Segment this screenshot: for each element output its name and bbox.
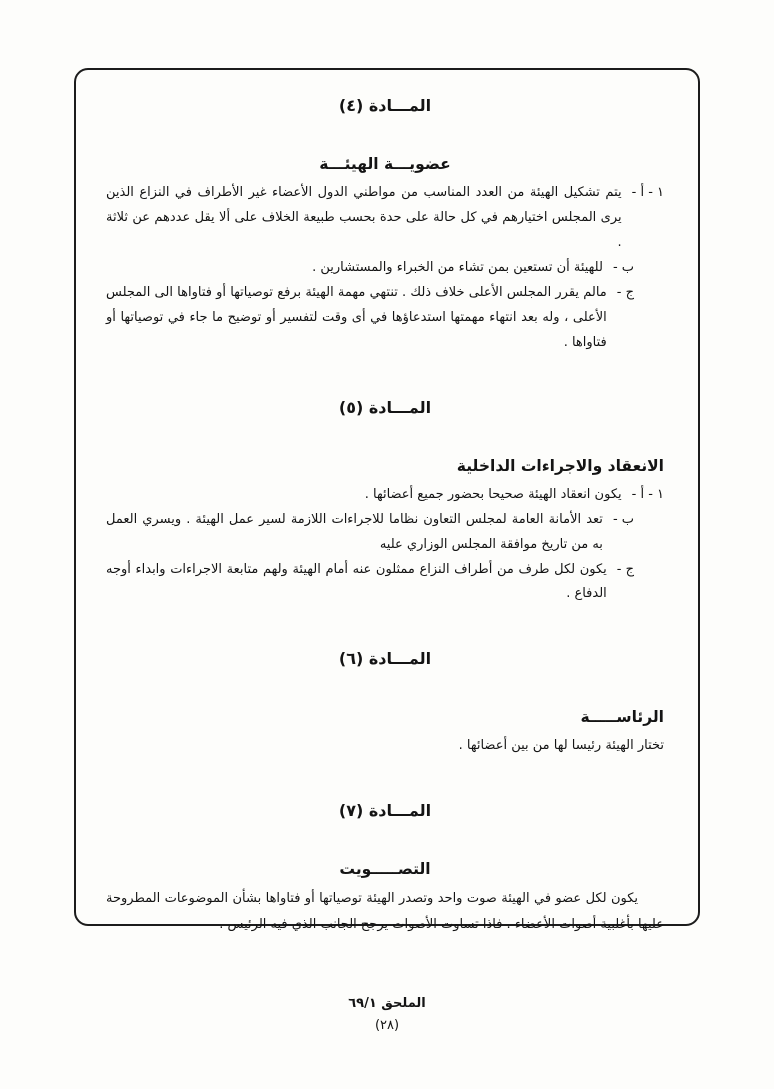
article-4 — [106, 96, 664, 356]
article-6-heading: الرئاســـــة — [580, 708, 664, 727]
clause-item — [106, 558, 634, 608]
clause-marker: ١ - أ - — [631, 185, 664, 200]
clause-item — [106, 281, 634, 356]
article-4-heading: عضويـــة الهيئـــة — [319, 155, 451, 173]
clause-marker: ج - — [616, 284, 634, 300]
page-footer — [0, 996, 774, 1033]
article-7-heading: التصـــــويت — [339, 860, 431, 879]
clause-text: مالم يقرر المجلس الأعلى خلاف ذلك . تنتهي مهمة الهيئة برفع توصياتها أو فتاواها الى المجلس الأعلى ، وله بعد انتهاء مهمتها استدعاؤها في أى وقت لتفسير أو توضيح ما جاء في توصياتها أو فتاواها . — [106, 284, 607, 350]
clause-marker: ١ - أ - — [631, 486, 664, 502]
article-7-body: يكون لكل عضو في الهيئة صوت واحد وتصدر الهيئة توصياتها أو فتاواها بشأن الموضوعات المطروحة عليها بأغلبية أصوات الأعضاء . فاذا تساوت الأصوات يرجح الجانب الذي فيه الرئيس . — [106, 891, 664, 932]
clause-marker: ب - — [612, 259, 634, 275]
clause-marker: ب - — [612, 511, 634, 527]
clause-text: يتم تشكيل الهيئة من العدد المناسب من مواطني الدول الأعضاء غير الأطراف في النزاع الذين يرى المجلس اختيارهم في كل حالة على حدة بحسب طبيعة الخلاف على ألا يقل عددهم عن ثلاثة . — [106, 185, 622, 250]
clause-item — [106, 483, 664, 508]
article-6 — [106, 649, 664, 759]
clause-text: يكون لكل طرف من أطراف النزاع ممثلون عنه أمام الهيئة ولهم متابعة الاجراءات وابداء أوجه الدفاع . — [106, 561, 607, 602]
article-5-title: المـــادة (٥) — [338, 397, 432, 417]
article-4-clauses — [106, 181, 664, 356]
clause-text: يكون انعقاد الهيئة صحيحا بحضور جميع أعضائها . — [364, 486, 622, 502]
footer-annex-label: الملحق ٦٩/١ — [348, 996, 426, 1011]
article-6-title: المـــادة (٦) — [338, 649, 432, 669]
article-4-title: المـــادة (٤) — [338, 96, 432, 115]
article-5-heading: الانعقاد والاجراءات الداخلية — [456, 456, 664, 475]
clause-item — [106, 256, 634, 281]
article-5 — [106, 398, 664, 608]
footer-page-number: (٢٨) — [374, 1018, 400, 1033]
clause-marker: ج - — [616, 561, 634, 577]
clause-item — [106, 508, 634, 558]
article-5-clauses — [106, 483, 664, 608]
article-7-title: المـــادة (٧) — [338, 801, 432, 821]
clause-text: للهيئة أن تستعين بمن تشاء من الخبراء والمستشارين . — [312, 259, 603, 275]
article-7 — [106, 801, 664, 937]
page-frame — [74, 68, 700, 932]
clause-text: تعد الأمانة العامة لمجلس التعاون نظاما للاجراءات اللازمة لسير عمل الهيئة . ويسري العمل به من تاريخ موافقة المجلس الوزاري عليه — [106, 511, 603, 552]
article-6-body: تختار الهيئة رئيسا لها من بين أعضائها . — [458, 738, 664, 754]
clause-item — [106, 181, 664, 256]
